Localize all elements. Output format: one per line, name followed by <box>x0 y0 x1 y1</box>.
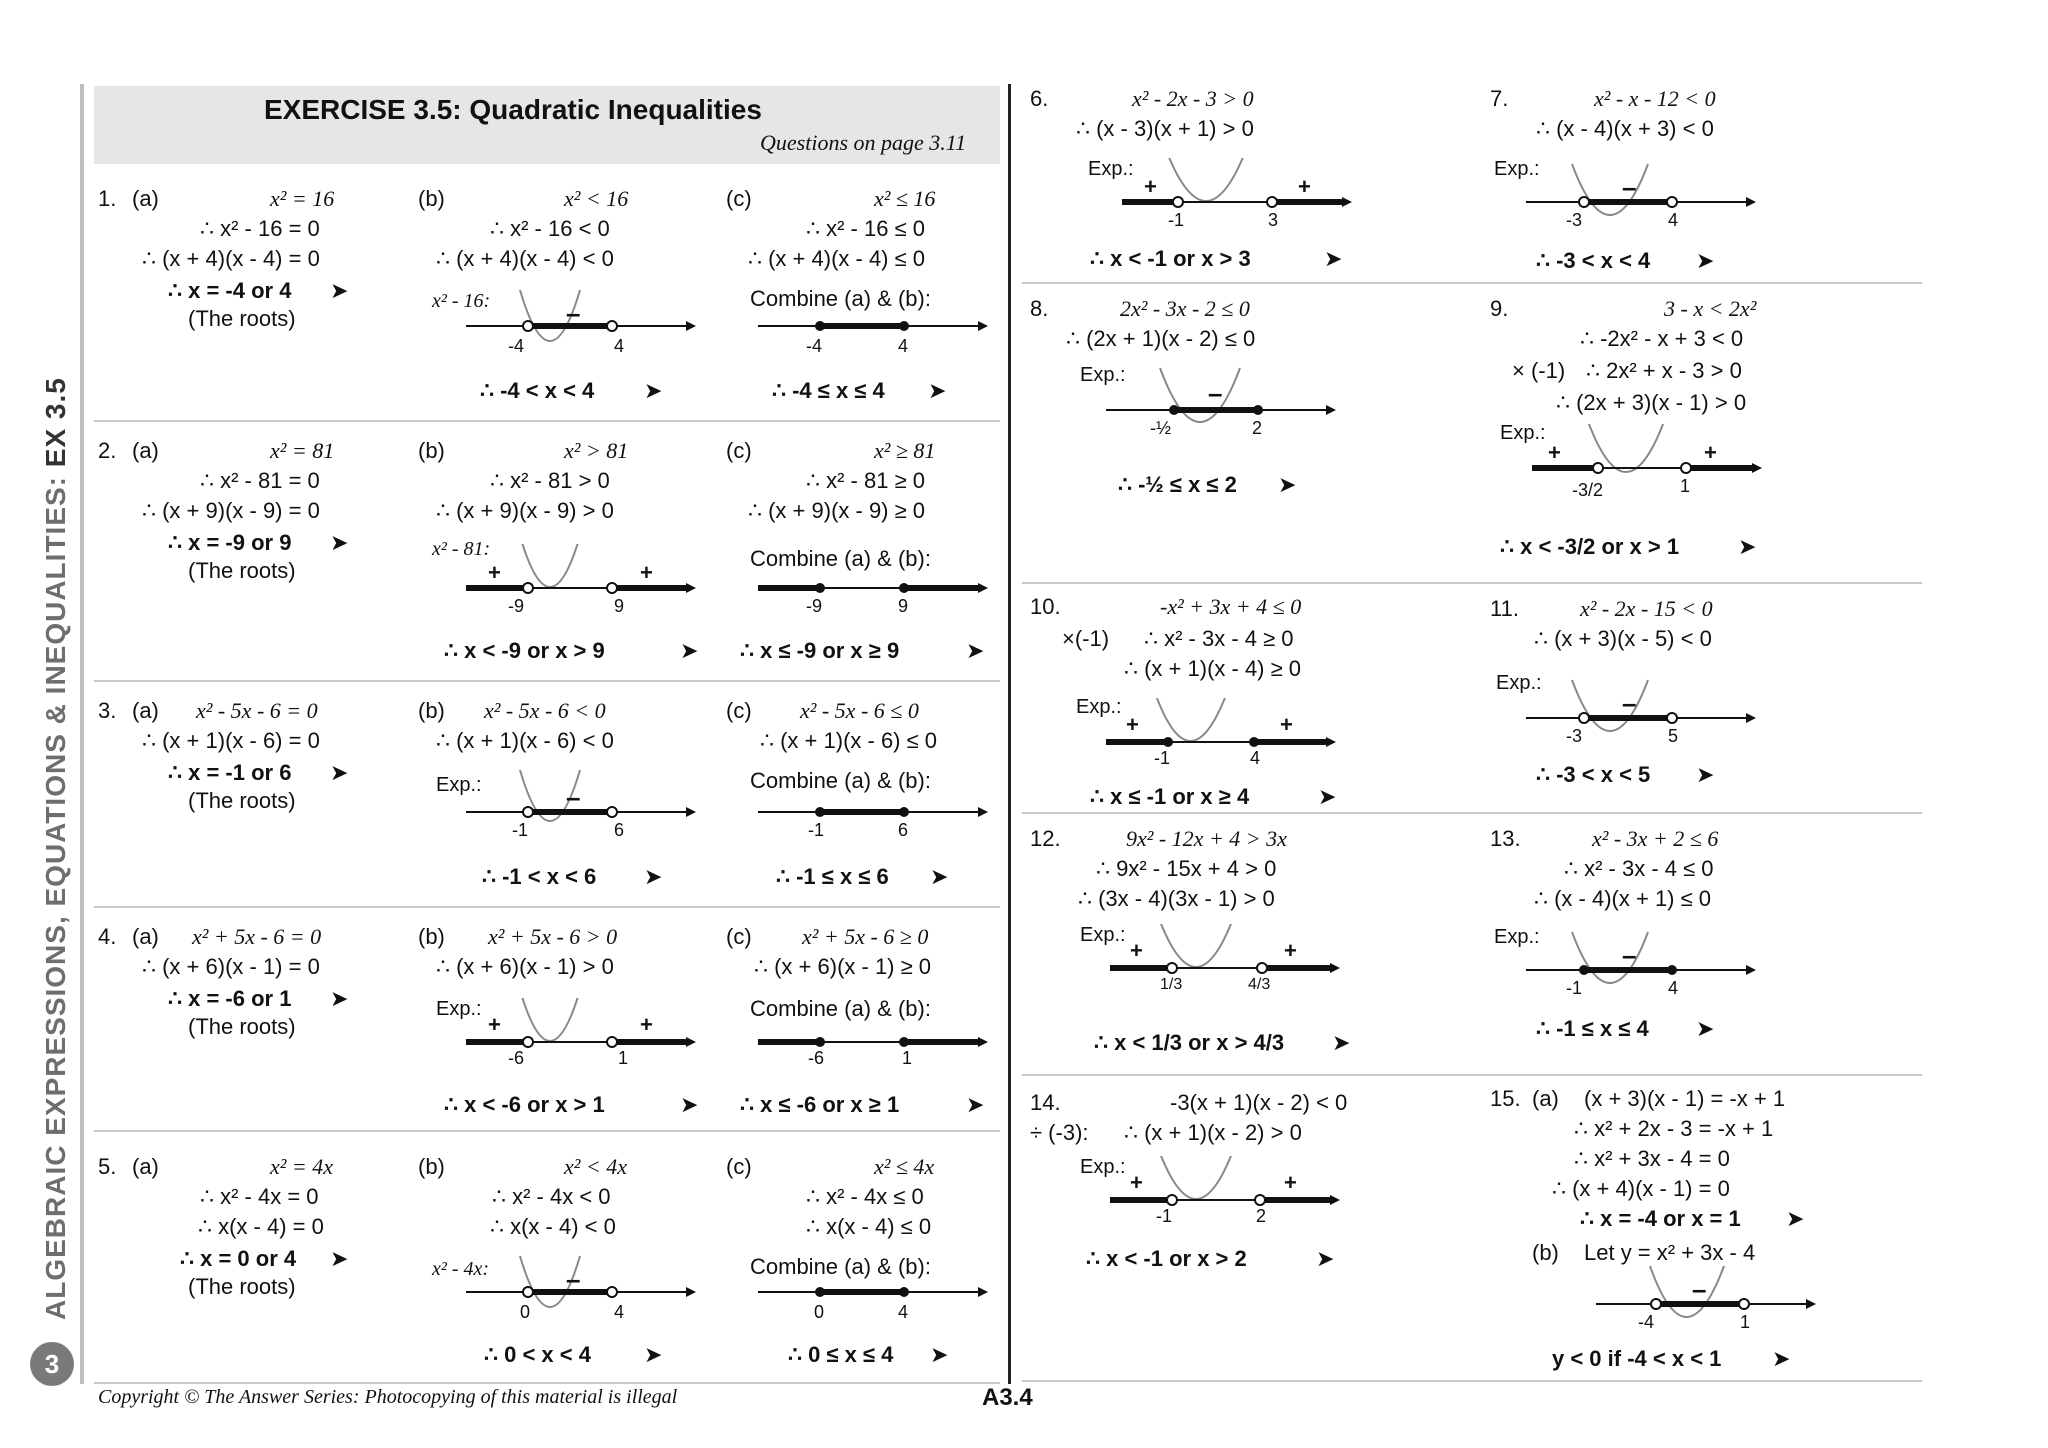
note: (The roots) <box>188 306 296 331</box>
arrow: ➤ <box>1696 762 1715 787</box>
eq-line: ∴ (x - 4)(x + 3) < 0 <box>1536 116 1714 141</box>
eq-line: (x + 3)(x - 1) = -x + 1 <box>1584 1086 1786 1111</box>
sign: – <box>1692 1274 1707 1304</box>
tick-label: 4 <box>898 1302 909 1322</box>
eq-line: ∴ x(x - 4) < 0 <box>490 1214 616 1239</box>
number-line-graph <box>752 544 992 624</box>
eq-line: x² + 5x - 6 > 0 <box>488 924 618 949</box>
answer: ∴ 0 < x < 4 <box>484 1342 591 1367</box>
graph-label: Combine (a) & (b): <box>750 996 931 1021</box>
part-label: (a) <box>132 924 159 949</box>
eq-line: ∴ (x + 4)(x - 4) ≤ 0 <box>748 246 926 271</box>
sidebar-label <box>40 377 72 1320</box>
arrow: ➤ <box>1332 1030 1351 1055</box>
sign: + <box>1126 712 1139 737</box>
q-number: 14. <box>1030 1090 1061 1115</box>
tick-label: 1 <box>1740 1312 1751 1332</box>
sidebar-label-main: ALGEBRAIC EXPRESSIONS, EQUATIONS & INEQUALITIES: <box>40 475 71 1320</box>
eq-line: x² ≥ 81 <box>874 438 936 463</box>
chapter-number-badge: 3 <box>30 1342 74 1386</box>
part-label: (c) <box>726 698 752 723</box>
q-number: 15. <box>1490 1086 1521 1111</box>
graph-label: Combine (a) & (b): <box>750 768 931 793</box>
answer: ∴ -1 ≤ x ≤ 6 <box>776 864 889 889</box>
graph-label: Exp.: <box>1088 158 1134 180</box>
number-line-graph <box>1520 674 1760 754</box>
eq-prefix: × (-1) <box>1512 358 1566 383</box>
eq-line: ∴ (3x - 4)(3x - 1) > 0 <box>1078 886 1275 911</box>
q-number: 6. <box>1030 86 1049 111</box>
arrow: ➤ <box>330 986 349 1011</box>
arrow: ➤ <box>330 530 349 555</box>
tick-label: -3 <box>1566 210 1583 230</box>
arrow: ➤ <box>1318 784 1337 809</box>
eq-line: ∴ (2x + 1)(x - 2) ≤ 0 <box>1066 326 1256 351</box>
eq-line: ∴ -2x² - x + 3 < 0 <box>1580 326 1744 351</box>
eq-line: ∴ x² - 81 ≥ 0 <box>806 468 925 493</box>
number-line-graph <box>1526 424 1766 504</box>
q-number: 1. <box>98 186 117 211</box>
tick-label: 6 <box>898 820 909 840</box>
answer: ∴ -3 < x < 4 <box>1536 248 1651 273</box>
divider <box>1022 1380 1922 1382</box>
q-number: 10. <box>1030 594 1061 619</box>
divider <box>94 1130 1000 1132</box>
arrow: ➤ <box>966 638 985 663</box>
q-number: 12. <box>1030 826 1061 851</box>
eq-line: ∴ (x + 3)(x - 5) < 0 <box>1534 626 1712 651</box>
eq-answer: ∴ x = -4 or x = 1 <box>1580 1206 1741 1231</box>
graph-label: Exp.: <box>436 774 482 796</box>
sign: + <box>640 560 653 585</box>
eq-line: ∴ (x - 3)(x + 1) > 0 <box>1076 116 1254 141</box>
arrow: ➤ <box>1738 534 1757 559</box>
graph-label: Exp.: <box>1080 364 1126 386</box>
eq-line: x² < 4x <box>564 1154 627 1179</box>
tick-label: 4/3 <box>1248 976 1271 993</box>
eq-line: x² - 5x - 6 ≤ 0 <box>800 698 919 723</box>
arrow: ➤ <box>644 1342 663 1367</box>
note: (The roots) <box>188 1274 296 1299</box>
eq-answer: ∴ x = -4 or 4 <box>168 278 292 303</box>
eq-line: x² = 81 <box>270 438 335 463</box>
divider <box>1022 1074 1922 1076</box>
arrow: ➤ <box>1696 1016 1715 1041</box>
q-number: 4. <box>98 924 117 949</box>
tick-label: 6 <box>614 820 625 840</box>
sign: + <box>1144 174 1157 199</box>
arrow: ➤ <box>680 1092 699 1117</box>
eq-line: ∴ x² - 3x - 4 ≥ 0 <box>1144 626 1294 651</box>
eq-line: ∴ (x + 9)(x - 9) = 0 <box>142 498 320 523</box>
arrow: ➤ <box>1786 1206 1805 1231</box>
graph-label: x² - 4x: <box>432 1258 490 1280</box>
eq-line: x² - 3x + 2 ≤ 6 <box>1592 826 1719 851</box>
part-label: (b) <box>418 1154 445 1179</box>
part-label: (a) <box>132 438 159 463</box>
eq-line: x² - x - 12 < 0 <box>1594 86 1716 111</box>
number-line-graph <box>1520 158 1760 238</box>
eq-line: ∴ x² + 3x - 4 = 0 <box>1574 1146 1730 1171</box>
tick-label: 4 <box>1668 978 1679 998</box>
sign: – <box>566 1264 581 1294</box>
eq-line: ∴ 9x² - 15x + 4 > 0 <box>1096 856 1277 881</box>
tick-label: 2 <box>1256 1206 1267 1226</box>
tick-label: 1/3 <box>1160 976 1183 993</box>
eq-prefix: ×(-1) <box>1062 626 1110 651</box>
eq-line: ∴ (x + 9)(x - 9) > 0 <box>436 498 614 523</box>
eq-line: -3(x + 1)(x - 2) < 0 <box>1170 1090 1348 1115</box>
eq-line: ∴ x² - 16 = 0 <box>200 216 320 241</box>
eq-line: ∴ (x + 6)(x - 1) > 0 <box>436 954 614 979</box>
eq-line: x² + 5x - 6 ≥ 0 <box>802 924 929 949</box>
answer: ∴ x < -1 or x > 2 <box>1086 1246 1247 1271</box>
number-line-graph <box>752 1248 992 1328</box>
graph-label: Exp.: <box>1500 422 1546 444</box>
eq-line: x² + 5x - 6 = 0 <box>192 924 322 949</box>
eq-line: Let y = x² + 3x - 4 <box>1584 1240 1756 1265</box>
sign: + <box>488 560 501 585</box>
q-number: 5. <box>98 1154 117 1179</box>
tick-label: -4 <box>1638 1312 1655 1332</box>
part-label: (c) <box>726 186 752 211</box>
part-label: (c) <box>726 1154 752 1179</box>
answer: ∴ x < -3/2 or x > 1 <box>1500 534 1680 559</box>
sign: + <box>1298 174 1311 199</box>
divider <box>1022 812 1922 814</box>
arrow: ➤ <box>1324 246 1343 271</box>
eq-line: ∴ (x + 1)(x - 4) ≥ 0 <box>1124 656 1302 681</box>
eq-line: ∴ x² + 2x - 3 = -x + 1 <box>1574 1116 1774 1141</box>
tick-label: 0 <box>814 1302 825 1322</box>
answer: ∴ -1 < x < 6 <box>482 864 597 889</box>
q-number: 3. <box>98 698 117 723</box>
part-label: (b) <box>418 186 445 211</box>
eq-line: ∴ x(x - 4) = 0 <box>198 1214 324 1239</box>
sidebar-rule <box>80 84 84 1384</box>
answer: ∴ -3 < x < 5 <box>1536 762 1651 787</box>
answer: ∴ x < 1/3 or x > 4/3 <box>1094 1030 1285 1055</box>
tick-label: 4 <box>1668 210 1679 230</box>
sign: + <box>1130 938 1143 963</box>
tick-label: -3/2 <box>1572 480 1604 500</box>
part-label: (b) <box>418 438 445 463</box>
eq-line: ∴ (x + 6)(x - 1) ≥ 0 <box>754 954 932 979</box>
number-line-graph <box>1590 1260 1830 1340</box>
part-label: (a) <box>1532 1086 1559 1111</box>
tick-label: 0 <box>520 1302 531 1322</box>
eq-line: ∴ (x + 6)(x - 1) = 0 <box>142 954 320 979</box>
eq-line: -x² + 3x + 4 ≤ 0 <box>1160 594 1302 619</box>
graph-label: Exp.: <box>1076 696 1122 718</box>
eq-answer: ∴ x = 0 or 4 <box>180 1246 297 1271</box>
q-number: 7. <box>1490 86 1509 111</box>
eq-line: ∴ x² - 81 > 0 <box>490 468 610 493</box>
part-label: (a) <box>132 698 159 723</box>
answer: ∴ x ≤ -6 or x ≥ 1 <box>740 1092 900 1117</box>
tick-label: 9 <box>898 596 909 616</box>
divider <box>94 1382 1000 1384</box>
graph-label: Exp.: <box>436 998 482 1020</box>
tick-label: -1 <box>1156 1206 1173 1226</box>
answer: ∴ x ≤ -1 or x ≥ 4 <box>1090 784 1250 809</box>
eq-line: ∴ x² - 4x = 0 <box>200 1184 319 1209</box>
divider <box>94 680 1000 682</box>
tick-label: 1 <box>1680 476 1691 496</box>
answer: ∴ -1 ≤ x ≤ 4 <box>1536 1016 1649 1041</box>
arrow: ➤ <box>966 1092 985 1117</box>
q-number: 13. <box>1490 826 1521 851</box>
eq-line: ∴ (2x + 3)(x - 1) > 0 <box>1556 390 1747 415</box>
arrow: ➤ <box>1772 1346 1791 1371</box>
tick-label: 1 <box>902 1048 913 1068</box>
q-number: 8. <box>1030 296 1049 321</box>
part-label: (a) <box>132 1154 159 1179</box>
tick-label: -1 <box>1566 978 1583 998</box>
exercise-title: EXERCISE 3.5: Quadratic Inequalities <box>264 94 762 125</box>
note: (The roots) <box>188 1014 296 1039</box>
eq-answer: ∴ x = -1 or 6 <box>168 760 292 785</box>
eq-line: x² = 16 <box>270 186 335 211</box>
column-divider <box>1008 84 1011 1384</box>
sign: + <box>640 1012 653 1037</box>
tick-label: -6 <box>808 1048 825 1068</box>
tick-label: -1 <box>1154 748 1171 768</box>
sign: + <box>1284 1170 1297 1195</box>
eq-line: 2x² - 3x - 2 ≤ 0 <box>1120 296 1250 321</box>
number-line-graph <box>752 282 992 362</box>
q-number: 9. <box>1490 296 1509 321</box>
tick-label: -4 <box>508 336 525 356</box>
note: (The roots) <box>188 788 296 813</box>
eq-line: ∴ (x + 1)(x - 6) ≤ 0 <box>760 728 938 753</box>
eq-line: ∴ x² - 16 ≤ 0 <box>806 216 925 241</box>
sign: + <box>1548 440 1561 465</box>
divider <box>94 420 1000 422</box>
tick-label: 5 <box>1668 726 1679 746</box>
graph-label: Combine (a) & (b): <box>750 546 931 571</box>
arrow: ➤ <box>930 1342 949 1367</box>
graph-label: Combine (a) & (b): <box>750 286 931 311</box>
sign: – <box>1208 378 1223 408</box>
eq-line: ∴ (x + 1)(x - 6) = 0 <box>142 728 320 753</box>
answer: ∴ x < -6 or x > 1 <box>444 1092 605 1117</box>
arrow: ➤ <box>928 378 947 403</box>
tick-label: -9 <box>508 596 525 616</box>
sign: + <box>1130 1170 1143 1195</box>
number-line-graph <box>1104 1156 1344 1236</box>
graph-label: x² - 16: <box>432 290 491 312</box>
sign: + <box>488 1012 501 1037</box>
tick-label: -1 <box>1168 210 1185 230</box>
tick-label: -1 <box>512 820 529 840</box>
eq-line: ∴ (x + 1)(x - 2) > 0 <box>1124 1120 1302 1145</box>
exercise-subtitle: Questions on page 3.11 <box>760 130 967 155</box>
tick-label: 1 <box>618 1048 629 1068</box>
eq-line: ∴ x² - 81 = 0 <box>200 468 320 493</box>
eq-line: ∴ x² - 4x ≤ 0 <box>806 1184 924 1209</box>
tick-label: 2 <box>1252 418 1263 438</box>
answer: ∴ -4 < x < 4 <box>480 378 595 403</box>
tick-label: -½ <box>1150 418 1172 438</box>
eq-line: x² > 81 <box>564 438 629 463</box>
arrow: ➤ <box>680 638 699 663</box>
sign: + <box>1284 938 1297 963</box>
eq-line: ∴ (x + 4)(x - 4) < 0 <box>436 246 614 271</box>
sign: – <box>1622 172 1637 202</box>
sign: + <box>1280 712 1293 737</box>
eq-line: 9x² - 12x + 4 > 3x <box>1126 826 1287 851</box>
arrow: ➤ <box>330 760 349 785</box>
answer: ∴ x < -1 or x > 3 <box>1090 246 1251 271</box>
eq-line: x² = 4x <box>270 1154 333 1179</box>
answer: ∴ -½ ≤ x ≤ 2 <box>1118 472 1237 497</box>
divider <box>1022 582 1922 584</box>
eq-line: x² ≤ 4x <box>874 1154 935 1179</box>
part-label: (b) <box>418 698 445 723</box>
sign: – <box>566 782 581 812</box>
eq-line: ∴ x(x - 4) ≤ 0 <box>806 1214 932 1239</box>
divider <box>1022 282 1922 284</box>
arrow: ➤ <box>930 864 949 889</box>
tick-label: -1 <box>808 820 825 840</box>
part-label: (c) <box>726 924 752 949</box>
note: (The roots) <box>188 558 296 583</box>
graph-label: Exp.: <box>1080 924 1126 946</box>
eq-line: ∴ x² - 16 < 0 <box>490 216 610 241</box>
arrow: ➤ <box>1316 1246 1335 1271</box>
eq-line: ∴ x² - 3x - 4 ≤ 0 <box>1564 856 1714 881</box>
arrow: ➤ <box>330 278 349 303</box>
tick-label: 4 <box>614 336 625 356</box>
graph-label: Combine (a) & (b): <box>750 1254 931 1279</box>
graph-label: x² - 81: <box>432 538 491 560</box>
sign: – <box>566 298 581 328</box>
number-line-graph <box>752 768 992 848</box>
arrow: ➤ <box>1278 472 1297 497</box>
eq-line: x² - 5x - 6 < 0 <box>484 698 606 723</box>
tick-label: 4 <box>614 1302 625 1322</box>
sidebar-label-ex: EX 3.5 <box>40 377 71 468</box>
number-line-graph <box>1100 698 1340 778</box>
arrow: ➤ <box>330 1246 349 1271</box>
q-number: 11. <box>1490 596 1519 621</box>
part-label: (a) <box>132 186 159 211</box>
eq-line: x² - 2x - 15 < 0 <box>1580 596 1713 621</box>
eq-line: ∴ (x + 4)(x - 1) = 0 <box>1552 1176 1730 1201</box>
arrow: ➤ <box>644 378 663 403</box>
graph-label: Exp.: <box>1494 926 1540 948</box>
eq-answer: ∴ x = -9 or 9 <box>168 530 292 555</box>
number-line-graph <box>1520 926 1760 1006</box>
eq-line: x² - 2x - 3 > 0 <box>1132 86 1254 111</box>
tick-label: -9 <box>806 596 823 616</box>
eq-line: x² < 16 <box>564 186 629 211</box>
answer: ∴ -4 ≤ x ≤ 4 <box>772 378 885 403</box>
number-line-graph <box>752 998 992 1078</box>
sign: – <box>1622 688 1637 718</box>
arrow: ➤ <box>1696 248 1715 273</box>
answer: y < 0 if -4 < x < 1 <box>1552 1346 1722 1371</box>
eq-line: ∴ (x + 1)(x - 6) < 0 <box>436 728 614 753</box>
number-line-graph <box>1104 924 1344 1004</box>
eq-line: x² - 5x - 6 = 0 <box>196 698 318 723</box>
answer: ∴ x ≤ -9 or x ≥ 9 <box>740 638 900 663</box>
page-number: A3.4 <box>982 1384 1033 1411</box>
eq-answer: ∴ x = -6 or 1 <box>168 986 292 1011</box>
eq-line: ∴ (x + 9)(x - 9) ≥ 0 <box>748 498 926 523</box>
eq-line: x² ≤ 16 <box>874 186 936 211</box>
tick-label: -6 <box>508 1048 525 1068</box>
tick-label: 9 <box>614 596 625 616</box>
part-label: (b) <box>1532 1240 1559 1265</box>
eq-prefix: ÷ (-3): <box>1030 1120 1089 1145</box>
eq-line: 3 - x < 2x² <box>1664 296 1757 321</box>
graph-label: Exp.: <box>1080 1156 1126 1178</box>
tick-label: -4 <box>806 336 823 356</box>
answer: ∴ 0 ≤ x ≤ 4 <box>788 1342 894 1367</box>
tick-label: -3 <box>1566 726 1583 746</box>
sign: – <box>1622 940 1637 970</box>
q-number: 2. <box>98 438 117 463</box>
part-label: (c) <box>726 438 752 463</box>
eq-line: ∴ x² - 4x < 0 <box>492 1184 611 1209</box>
eq-line: ∴ (x - 4)(x + 1) ≤ 0 <box>1534 886 1712 911</box>
eq-line: ∴ (x + 4)(x - 4) = 0 <box>142 246 320 271</box>
tick-label: 3 <box>1268 210 1279 230</box>
arrow: ➤ <box>644 864 663 889</box>
tick-label: 4 <box>898 336 909 356</box>
graph-label: Exp.: <box>1496 672 1542 694</box>
divider <box>94 906 1000 908</box>
sign: + <box>1704 440 1717 465</box>
part-label: (b) <box>418 924 445 949</box>
copyright-notice: Copyright © The Answer Series: Photocopying of this material is illegal <box>98 1386 678 1408</box>
number-line-graph <box>460 998 700 1078</box>
tick-label: 4 <box>1250 748 1261 768</box>
graph-label: Exp.: <box>1494 158 1540 180</box>
eq-line: ∴ 2x² + x - 3 > 0 <box>1586 358 1742 383</box>
answer: ∴ x < -9 or x > 9 <box>444 638 605 663</box>
